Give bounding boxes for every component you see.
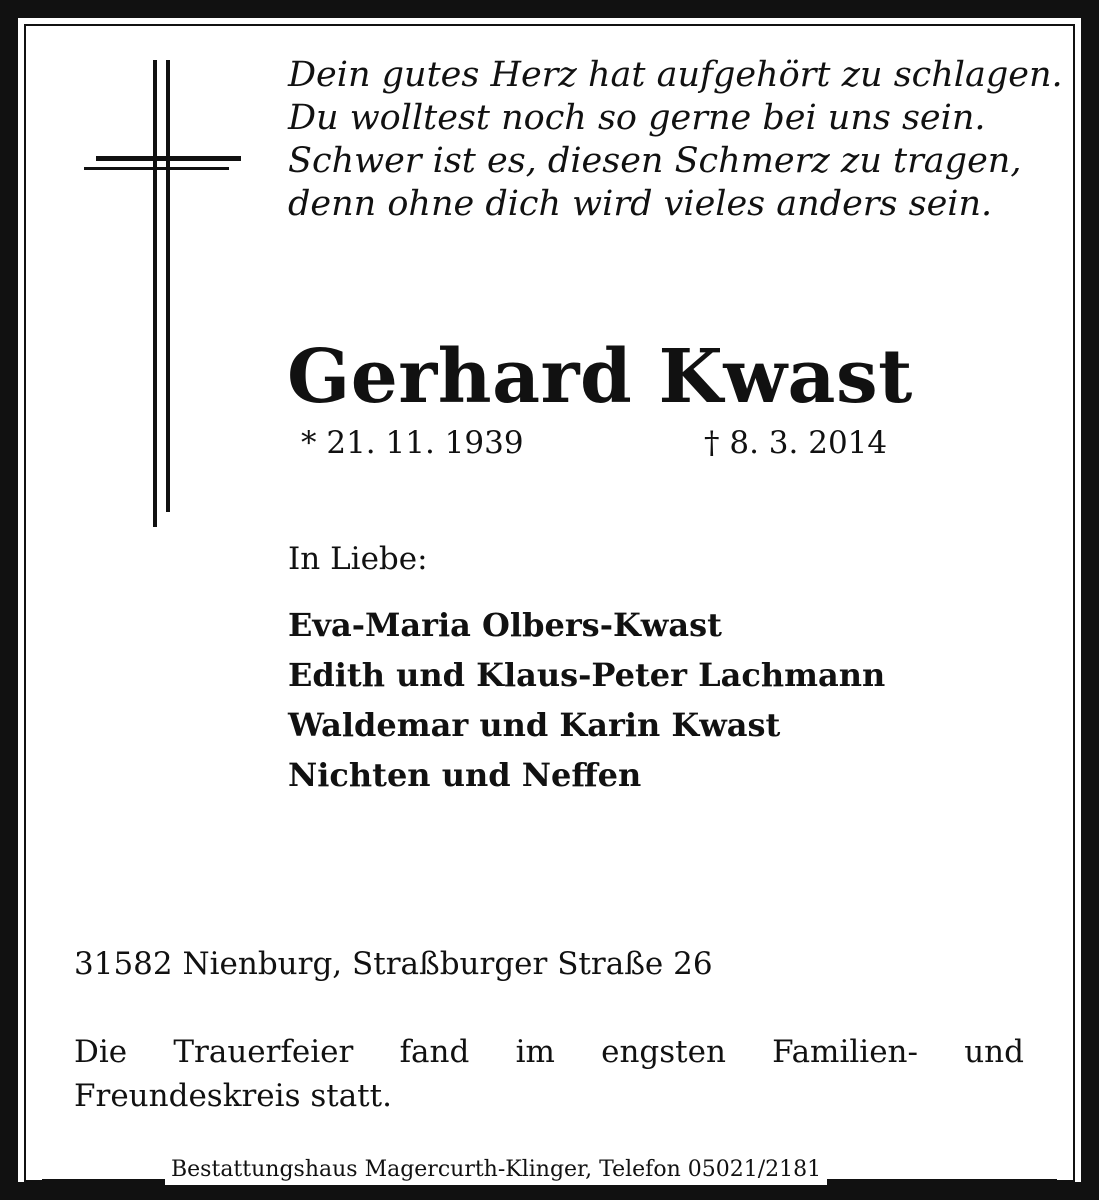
birth-date: * 21. 11. 1939	[301, 425, 524, 461]
mourner-name: Eva-Maria Olbers-Kwast	[288, 606, 722, 644]
poem-line: Dein gutes Herz hat aufgehört zu schlagen.	[288, 55, 1063, 95]
cross-horizontal-bar-1	[96, 156, 241, 161]
mourner-name: Nichten und Neffen	[288, 756, 642, 794]
cross-vertical-bar-2	[166, 60, 170, 512]
address: 31582 Nienburg, Straßburger Straße 26	[74, 946, 713, 982]
poem-line: Du wolltest noch so gerne bei uns sein.	[288, 98, 986, 138]
cross-vertical-bar-1	[153, 60, 157, 527]
mourner-name: Edith und Klaus-Peter Lachmann	[288, 656, 886, 694]
poem-line: denn ohne dich wird vieles anders sein.	[288, 184, 993, 224]
poem-line: Schwer ist es, diesen Schmerz zu tragen,	[288, 141, 1022, 181]
funeral-notice: Die Trauerfeier fand im engsten Familien- und Freundeskreis statt.	[74, 1034, 1024, 1114]
funeral-home-footer: Bestattungshaus Magercurth-Klinger, Telefon 05021/2181	[165, 1155, 827, 1185]
mourner-name: Waldemar und Karin Kwast	[288, 706, 781, 744]
poem	[288, 54, 1063, 226]
mourners-list	[288, 600, 885, 800]
death-date: † 8. 3. 2014	[704, 425, 888, 461]
cross-horizontal-bar-2	[84, 167, 229, 170]
deceased-name: Gerhard Kwast	[287, 334, 913, 420]
mourners-intro: In Liebe:	[288, 541, 428, 577]
